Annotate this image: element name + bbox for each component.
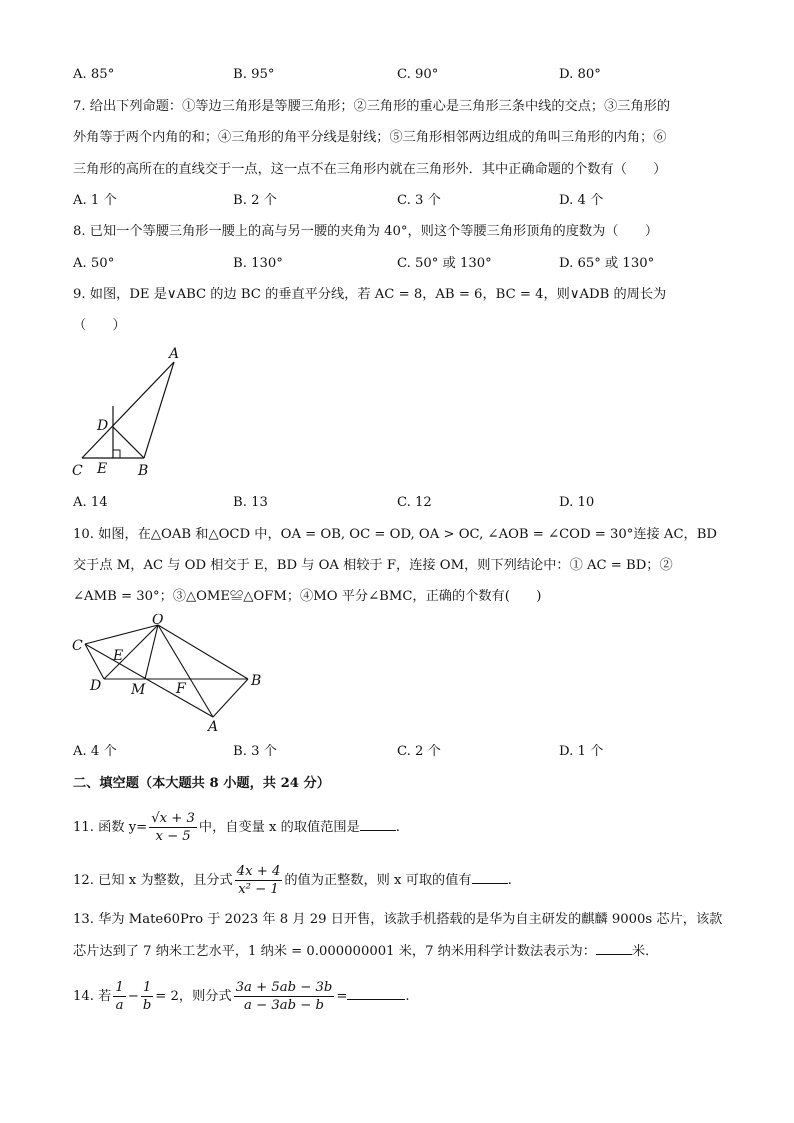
- q10-label-f: F: [176, 681, 186, 697]
- q12-denominator: x² − 1: [238, 882, 279, 897]
- q14-answer-blank[interactable]: [347, 987, 405, 1000]
- q12-fraction: [235, 863, 283, 898]
- q9-label-d: D: [97, 418, 109, 434]
- q12-suffix: 的值为正整数，则 x 可取的值有: [284, 873, 472, 888]
- q10-label-e: E: [113, 648, 124, 664]
- q14-minus: −: [127, 989, 139, 1004]
- question-11: [73, 810, 400, 846]
- q13-line2-prefix: 芯片达到了 7 纳米工艺水平，1 纳米 = 0.000000001 米，7 纳米用科学计数法表示为：: [73, 944, 596, 959]
- q14-prefix: 14. 若: [73, 989, 112, 1004]
- q8-text-line1: 8. 已知一个等腰三角形一腰上的高与另一腰的夹角为 40°，则这个等腰三角形顶角的度数为（ ）: [73, 224, 659, 239]
- q14-f1-numerator: 1: [115, 980, 124, 995]
- q7-text-line1: 7. 给出下列命题：①等边三角形是等腰三角形；②三角形的重心是三角形三条中线的交点；③三角形的: [73, 99, 671, 114]
- q10-text-line1: 10. 如图，在△OAB 和△OCD 中，OA = OB, OC = OD, OA > OC, ∠AOB = ∠COD = 30°连接 AC，BD: [73, 527, 717, 542]
- q10-text-line3: ∠AMB = 30°；③△OME≌△OFM；④MO 平分∠BMC，正确的个数有( ): [73, 589, 542, 604]
- q11-denominator: x − 5: [155, 829, 191, 844]
- q6-option-d[interactable]: D. 80°: [559, 67, 601, 82]
- q12-answer-blank[interactable]: [472, 871, 508, 884]
- q14-fraction-2: [141, 979, 153, 1014]
- question-12: [73, 863, 512, 899]
- q7-option-d[interactable]: D. 4 个: [559, 193, 604, 208]
- q14-equals: =: [336, 989, 348, 1004]
- q9-label-c: C: [72, 463, 83, 479]
- q8-option-c[interactable]: C. 50° 或 130°: [397, 256, 492, 271]
- q9-option-a[interactable]: A. 14: [73, 495, 108, 510]
- q12-prefix: 12. 已知 x 为整数，且分式: [73, 873, 233, 888]
- question-14: [73, 978, 410, 1016]
- q12-numerator: 4x + 4: [236, 864, 281, 879]
- q10-option-b[interactable]: B. 3 个: [233, 744, 277, 759]
- q9-option-d[interactable]: D. 10: [559, 495, 595, 510]
- q7-text-line3: 三角形的高所在的直线交于一点，这一点不在三角形内就在三角形外．其中正确命题的个数有（ ）: [73, 162, 667, 177]
- q14-end: .: [405, 989, 410, 1004]
- q9-text-line1: 9. 如图，DE 是∨ABC 的边 BC 的垂直平分线，若 AC = 8，AB = 6，BC = 4，则∨ADB 的周长为: [73, 287, 667, 302]
- q14-f2-denominator: b: [142, 998, 152, 1013]
- q6-option-b[interactable]: B. 95°: [233, 67, 275, 82]
- q8-option-a[interactable]: A. 50°: [73, 256, 115, 271]
- q11-end: .: [395, 820, 400, 835]
- q7-text-line2: 外角等于两个内角的和；④三角形的角平分线是射线；⑤三角形相邻两边组成的角叫三角形的内角；⑥: [73, 130, 667, 145]
- q10-text-line2: 交于点 M，AC 与 OD 相交于 E，BD 与 OA 相较于 F，连接 OM，则下列结论中：① AC = BD；②: [73, 558, 673, 573]
- q7-option-c[interactable]: C. 3 个: [397, 193, 441, 208]
- section-2-title: 二、填空题（本大题共 8 小题，共 24 分）: [73, 776, 330, 791]
- q13-text-line1: 13. 华为 Mate60Pro 于 2023 年 8 月 29 日开售，该款手机搭载的是华为自主研发的麒麟 9000s 芯片，该款: [73, 912, 723, 927]
- q14-f2-numerator: 1: [141, 979, 153, 997]
- q9-figure: [68, 344, 188, 480]
- q12-end: .: [507, 873, 512, 888]
- q10-figure: [68, 614, 268, 738]
- q13-text-line2: [73, 942, 658, 961]
- q14-fraction-3: [234, 979, 335, 1014]
- q10-label-c: C: [72, 638, 83, 654]
- q14-f3-numerator: 3a + 5ab − 3b: [235, 980, 333, 995]
- q10-option-c[interactable]: C. 2 个: [397, 744, 441, 759]
- q9-option-b[interactable]: B. 13: [233, 495, 268, 510]
- q9-label-b: B: [138, 463, 149, 479]
- q7-option-b[interactable]: B. 2 个: [233, 193, 277, 208]
- q10-label-b: B: [251, 673, 262, 689]
- q9-text-line2: （ ）: [73, 318, 126, 333]
- q13-answer-blank[interactable]: [596, 942, 632, 955]
- q9-label-a: A: [169, 346, 180, 362]
- q10-option-a[interactable]: A. 4 个: [73, 744, 117, 759]
- q6-option-a[interactable]: A. 85°: [73, 67, 115, 82]
- q11-fraction: [149, 810, 197, 845]
- q14-mid: = 2，则分式: [155, 989, 232, 1004]
- q8-option-b[interactable]: B. 130°: [233, 256, 283, 271]
- q9-label-e: E: [97, 461, 108, 477]
- q11-numerator: √x + 3: [151, 811, 195, 826]
- q11-prefix: 11. 函数 y=: [73, 820, 148, 835]
- q14-fraction-1: [113, 979, 125, 1014]
- q10-label-d: D: [90, 678, 102, 694]
- q10-option-d[interactable]: D. 1 个: [559, 744, 604, 759]
- q6-option-c[interactable]: C. 90°: [397, 67, 439, 82]
- q11-suffix: 中，自变量 x 的取值范围是: [198, 820, 360, 835]
- q10-label-o: O: [152, 614, 164, 628]
- q10-label-a: A: [208, 719, 219, 735]
- q8-option-d[interactable]: D. 65° 或 130°: [559, 256, 655, 271]
- q11-answer-blank[interactable]: [360, 818, 396, 831]
- q10-label-m: M: [131, 682, 146, 698]
- q9-option-c[interactable]: C. 12: [397, 495, 432, 510]
- q14-f1-denominator: a: [115, 998, 124, 1013]
- q14-f3-denominator: a − 3ab − b: [244, 998, 324, 1013]
- q7-option-a[interactable]: A. 1 个: [73, 193, 117, 208]
- q13-line2-suffix: 米．: [631, 944, 659, 959]
